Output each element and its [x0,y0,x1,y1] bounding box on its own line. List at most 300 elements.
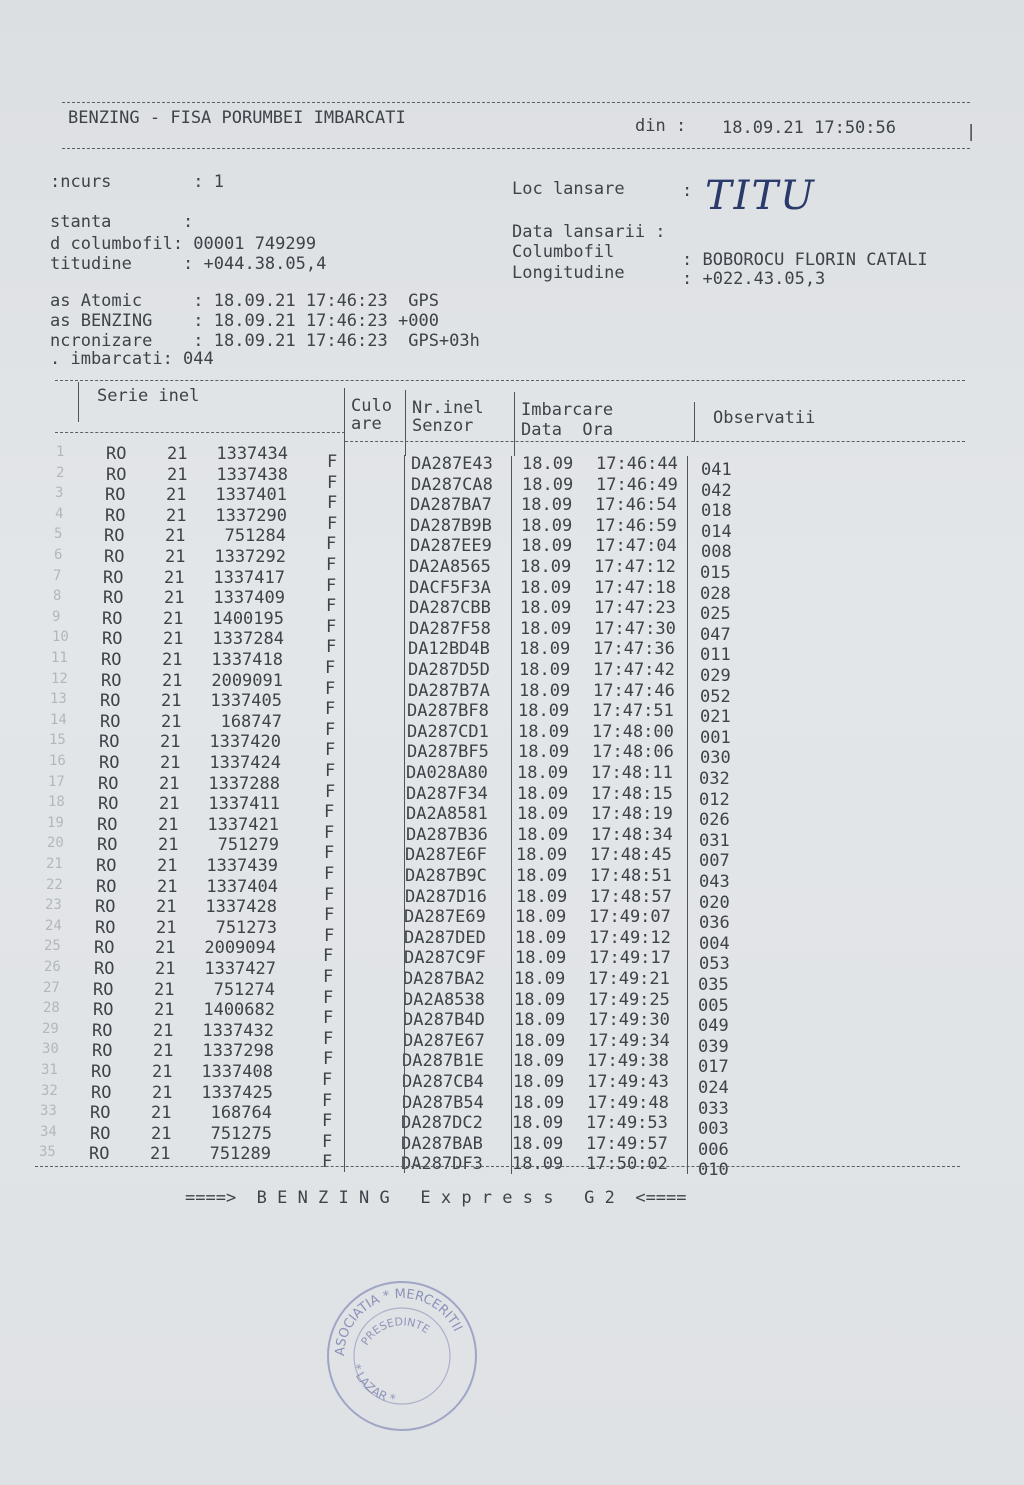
row-number: 12 [51,670,68,687]
row-number: 14 [50,711,67,728]
sensor-id: DA287E69 [404,907,486,928]
ring-year: 21 [153,1020,174,1041]
sensor-id: DA2A8565 [409,557,491,577]
association-stamp [322,1276,482,1436]
country-code: RO [92,1041,113,1062]
sex-flag: F [322,1152,333,1173]
country-code: RO [92,1020,113,1041]
basket-date: 18.09 [516,845,568,866]
basket-time: 17:48:34 [591,824,673,845]
stamp-text-bottom: * LAZAR * [349,1362,397,1407]
row-number: 25 [44,938,61,955]
body-divider-culoare [344,450,345,1172]
basket-date: 18.09 [515,907,567,928]
country-code: RO [102,629,123,650]
ring-number: 1337290 [215,505,287,526]
country-code: RO [103,567,124,588]
ring-number: 1337425 [201,1082,273,1103]
table-bottom-rule [35,1166,960,1167]
sex-flag: F [327,452,338,472]
observation-number: 036 [699,913,730,934]
ring-number: 1337434 [216,444,288,464]
th-senzor: Senzor [412,416,474,436]
observation-number: 024 [698,1078,729,1098]
sensor-id: DA287E6F [405,845,487,866]
ring-year: 21 [163,608,184,629]
country-code: RO [104,526,125,547]
ring-year: 21 [158,835,179,856]
basket-time: 17:49:53 [586,1113,668,1134]
basket-date: 18.09 [515,927,567,948]
basket-date: 18.09 [519,639,571,660]
country-code: RO [93,979,114,1000]
basket-date: 18.09 [519,660,571,680]
basket-time: 17:49:30 [588,1010,670,1031]
basket-time: 17:49:34 [588,1030,670,1051]
basket-date: 18.09 [514,989,566,1010]
sex-flag: F [324,884,335,905]
report-date-label: din : [635,116,687,136]
longitudine-value: : +022.43.05,3 [682,269,826,289]
sensor-id: DA287D16 [405,886,487,907]
sensor-id: DA287F58 [409,618,491,639]
basket-time: 17:47:12 [594,557,676,577]
sex-flag: F [325,699,336,720]
sensor-id: DA287B36 [406,824,488,845]
nr-imbarcati-line: . imbarcati: 044 [50,349,214,369]
ring-year: 21 [156,897,177,918]
sensor-id: DA028A80 [406,763,488,783]
country-code: RO [89,1144,110,1165]
sensor-id: DA287E67 [403,1030,485,1051]
basket-time: 17:49:25 [588,989,670,1010]
row-number: 17 [48,773,65,790]
observation-number: 043 [699,872,730,892]
basket-date: 18.09 [513,1051,565,1072]
th-data-ora: Data Ora [521,420,614,440]
ring-number: 2009094 [204,938,276,959]
th-serie-inel: Serie inel [97,386,200,406]
basket-time: 17:50:02 [586,1154,668,1175]
row-number: 29 [42,1020,59,1037]
basket-time: 17:49:43 [587,1072,669,1092]
observation-number: 001 [700,727,731,748]
observation-number: 003 [698,1119,729,1140]
ring-number: 1337420 [209,732,281,753]
ring-year: 21 [152,1062,173,1082]
ring-number: 751274 [213,979,275,1000]
ring-year: 21 [158,814,179,835]
row-number: 21 [46,856,63,872]
row-number: 16 [49,753,66,769]
row-number: 28 [43,1000,60,1017]
ring-year: 21 [161,711,182,732]
sex-flag: F [327,513,338,534]
basket-date: 18.09 [522,474,574,495]
observation-number: 015 [700,563,731,583]
data-lansarii-line: Data lansarii : [512,222,666,242]
row-number: 30 [42,1041,59,1058]
observation-number: 010 [698,1160,729,1181]
distanta-line: stanta : [50,212,194,232]
ring-year: 21 [154,979,175,1000]
ring-year: 21 [153,1041,174,1062]
ring-year: 21 [163,629,184,650]
basket-time: 17:47:18 [594,577,676,598]
header-sep-left [55,432,345,433]
ring-year: 21 [165,526,186,547]
sensor-id: DA287B4D [403,1010,485,1031]
observation-number: 007 [699,851,730,872]
sensor-id: DA287CB4 [402,1072,484,1092]
observation-number: 006 [698,1139,729,1160]
columbofil-label: Columbofil [512,242,615,262]
ring-number: 168747 [220,711,282,732]
row-number: 34 [40,1123,57,1140]
observation-number: 042 [701,480,732,501]
ring-number: 1337405 [210,691,282,712]
ring-year: 21 [160,732,181,753]
loc-lansare-colon: : [682,181,693,201]
sensor-id: DA287B1E [402,1051,484,1072]
ring-number: 1337432 [202,1020,274,1041]
sex-flag: F [326,534,337,555]
sensor-id: DA12BD4B [408,639,490,660]
sensor-id: DA287B54 [402,1092,484,1113]
sex-flag: F [327,472,338,493]
row-number: 13 [50,691,67,708]
sex-flag: F [327,493,338,514]
row-number: 33 [40,1103,57,1120]
observation-number: 020 [699,892,730,913]
basket-time: 17:48:15 [591,783,673,804]
country-code: RO [95,917,116,938]
basket-time: 17:49:57 [586,1133,668,1154]
row-number: 35 [39,1144,56,1161]
ring-number: 1337418 [211,650,283,670]
row-number: 19 [47,814,64,831]
loc-lansare-handwritten: TITU [705,173,816,219]
basket-date: 18.09 [514,1030,566,1051]
ring-number: 1337404 [206,876,278,897]
sincronizare-line: ncronizare : 18.09.21 17:46:23 GPS+03h [50,331,480,351]
basket-date: 18.09 [520,557,572,577]
observation-number: 008 [701,542,732,563]
country-code: RO [99,732,120,753]
basket-time: 17:47:46 [593,680,675,701]
th-culoare-1: Culo [351,396,392,416]
basket-date: 18.09 [518,701,570,722]
row-number: 10 [52,629,69,646]
basket-time: 17:49:07 [589,907,671,928]
sex-flag: F [326,616,337,637]
basket-date: 18.09 [521,515,573,536]
country-code: RO [104,547,125,567]
basket-time: 17:48:00 [592,721,674,742]
row-number: 7 [53,567,62,584]
sex-flag: F [324,822,335,843]
observation-number: 017 [698,1057,729,1078]
ring-year: 21 [164,567,185,588]
sex-flag: F [324,864,335,884]
ring-year: 21 [154,1000,175,1021]
ring-year: 21 [155,938,176,959]
ring-year: 21 [159,773,180,794]
row-number: 15 [49,732,66,749]
row-number: 11 [51,650,68,666]
country-code: RO [90,1123,111,1144]
basket-time: 17:47:23 [594,598,676,619]
observation-number: 032 [699,769,730,789]
sensor-id: DA287CBB [409,598,491,619]
ring-number: 1337421 [207,814,279,835]
loc-lansare-label: Loc lansare [512,179,625,199]
ring-number: 751273 [215,917,277,938]
basket-date: 18.09 [514,969,566,989]
observation-number: 014 [701,521,732,542]
basket-time: 17:47:42 [593,660,675,680]
country-code: RO [95,897,116,918]
sex-flag: F [326,575,337,596]
basket-time: 17:46:54 [595,495,677,516]
observation-number: 012 [699,789,730,810]
row-number: 31 [41,1062,58,1078]
body-divider-observatii [687,456,688,1174]
sex-flag: F [325,719,336,740]
ring-year: 21 [155,959,176,979]
basket-time: 17:48:51 [590,866,672,886]
ring-year: 21 [167,444,188,464]
basket-time: 17:48:45 [590,845,672,866]
row-number: 24 [45,917,62,934]
basket-time: 17:47:51 [592,701,674,722]
basket-time: 17:47:30 [594,618,676,639]
sensor-id: DACF5F3A [409,577,491,598]
country-code: RO [96,876,117,897]
sensor-id: DA287EE9 [410,536,492,557]
observation-number: 026 [699,810,730,831]
observation-number: 047 [700,624,731,645]
observation-number: 030 [700,748,731,769]
ring-number: 1337427 [204,959,276,979]
col-divider-left [78,382,79,422]
sensor-id: DA287BAB [401,1133,483,1154]
stamp-text-top: ASOCIATIA * MERCERITII [332,1286,465,1357]
country-code: RO [96,856,117,876]
country-code: RO [93,1000,114,1021]
sex-flag: F [325,658,336,678]
country-code: RO [102,608,123,629]
ring-number: 1337409 [213,588,285,609]
observation-number: 053 [699,954,730,975]
sensor-id: DA287DED [404,927,486,948]
country-code: RO [106,464,127,485]
header-sep-right [345,441,965,442]
observation-number: 025 [700,604,731,625]
ceas-benzing-line: as BENZING : 18.09.21 17:46:23 +000 [50,311,439,331]
sex-flag: F [323,1028,334,1049]
ring-number: 751289 [209,1144,271,1165]
ring-number: 1337292 [214,547,286,567]
country-code: RO [94,959,115,979]
country-code: RO [98,794,119,815]
cod-columbofil-line: d columbofil: 00001 749299 [50,234,317,254]
basket-date: 18.09 [512,1133,564,1154]
sex-flag: F [323,1049,334,1070]
ring-number: 2009091 [211,670,283,691]
observation-number: 005 [698,995,729,1016]
basket-date: 18.09 [513,1092,565,1113]
sex-flag: F [322,1090,333,1111]
observation-number: 021 [700,707,731,728]
basket-date: 18.09 [521,495,573,516]
sex-flag: F [325,678,336,699]
th-imbarcare: Imbarcare [521,400,614,420]
sensor-id: DA287DC2 [401,1113,483,1134]
observation-number: 029 [700,666,731,686]
sensor-id: DA287CD1 [407,721,489,742]
ring-year: 21 [162,650,183,670]
row-number: 18 [48,794,65,811]
sensor-id: DA2A8581 [406,804,488,825]
basket-date: 18.09 [522,454,574,474]
observation-number: 004 [699,933,730,954]
col-divider-observatii [694,402,695,442]
row-number: 2 [56,464,65,481]
latitudine-line: titudine : +044.38.05,4 [50,254,327,274]
report-title: BENZING - FISA PORUMBEI IMBARCATI [68,108,406,128]
observation-number: 031 [699,830,730,851]
body-divider-senzor [404,455,405,1173]
basket-date: 18.09 [513,1072,565,1092]
basket-time: 17:47:36 [593,639,675,660]
svg-text:* LAZAR * [349,1362,397,1406]
ring-year: 21 [166,485,187,506]
basket-date: 18.09 [518,721,570,742]
country-code: RO [98,773,119,794]
basket-time: 17:47:04 [595,536,677,557]
basket-date: 18.09 [518,742,570,763]
sex-flag: F [326,596,337,617]
ring-number: 751279 [217,835,279,856]
ring-year: 21 [150,1144,171,1165]
footer-benzing-express: ====> B E N Z I N G E x p r e s s G 2 <==== [185,1188,687,1208]
sex-flag: F [322,1111,333,1132]
sensor-id: DA287B9C [405,866,487,886]
row-number: 3 [55,485,64,502]
basket-time: 17:49:38 [587,1051,669,1072]
basket-time: 17:48:06 [592,742,674,763]
country-code: RO [97,814,118,835]
basket-time: 17:46:49 [596,474,678,495]
sensor-id: DA287BA2 [403,969,485,989]
basket-date: 18.09 [520,598,572,619]
basket-date: 18.09 [512,1113,564,1134]
country-code: RO [105,505,126,526]
basket-date: 18.09 [512,1154,564,1175]
observation-number: 041 [701,460,732,480]
sex-flag: F [323,967,334,987]
sex-flag: F [324,905,335,926]
country-code: RO [100,691,121,712]
ring-number: 1337417 [213,567,285,588]
sensor-id: DA287E43 [411,454,493,474]
row-number: 22 [46,876,63,893]
row-number: 8 [53,588,62,605]
ring-year: 21 [167,464,188,485]
country-code: RO [90,1103,111,1124]
sensor-id: DA287BF8 [407,701,489,722]
row-number: 9 [52,608,61,625]
country-code: RO [101,650,122,670]
sex-flag: F [325,781,336,802]
basket-date: 18.09 [516,866,568,886]
row-number: 26 [44,959,61,975]
ring-number: 1337438 [216,464,288,485]
observation-number: 018 [701,501,732,522]
observation-number: 033 [698,1098,729,1119]
row-number: 32 [41,1082,58,1099]
ring-number: 168764 [210,1103,272,1124]
sex-flag: F [323,987,334,1008]
table-top-rule [55,380,965,381]
sex-flag: F [325,740,336,761]
ring-number: 1337428 [205,897,277,918]
country-code: RO [103,588,124,609]
sex-flag: F [326,555,337,575]
ring-number: 1337408 [201,1062,273,1082]
ring-number: 1337401 [215,485,287,506]
ring-number: 1400682 [203,1000,275,1021]
sensor-id: DA287BF5 [407,742,489,763]
sensor-id: DA287C9F [404,948,486,969]
ring-year: 21 [159,794,180,815]
ring-number: 1337439 [206,856,278,876]
stamp-text-inner: PRESEDINTE [358,1315,433,1348]
body-divider-imbarcare [511,456,512,1174]
country-code: RO [99,753,120,773]
sex-flag: F [322,1131,333,1152]
sensor-id: DA287F34 [406,783,488,804]
sex-flag: F [323,1008,334,1029]
basket-date: 18.09 [517,824,569,845]
basket-time: 17:49:21 [588,969,670,989]
report-date-value: 18.09.21 17:50:56 [722,118,896,138]
header-top-rule [62,102,970,103]
sex-flag: F [324,925,335,946]
basket-time: 17:48:19 [591,804,673,825]
ring-year: 21 [160,753,181,773]
ring-number: 1337298 [202,1041,274,1062]
basket-date: 18.09 [521,536,573,557]
observation-number: 028 [700,583,731,604]
sex-flag: F [324,843,335,864]
sex-flag: F [326,637,337,658]
basket-date: 18.09 [517,783,569,804]
row-number: 1 [56,444,65,460]
sensor-id: DA287DF3 [401,1154,483,1175]
observation-number: 011 [700,645,731,666]
ring-number: 751275 [210,1123,272,1144]
country-code: RO [97,835,118,856]
basket-date: 18.09 [519,680,571,701]
longitudine-label: Longitudine [512,263,625,283]
th-culoare-2: are [351,414,382,434]
sensor-id: DA2A8538 [403,989,485,1010]
header-bottom-rule [62,148,970,149]
sensor-id: DA287B7A [408,680,490,701]
country-code: RO [91,1082,112,1103]
